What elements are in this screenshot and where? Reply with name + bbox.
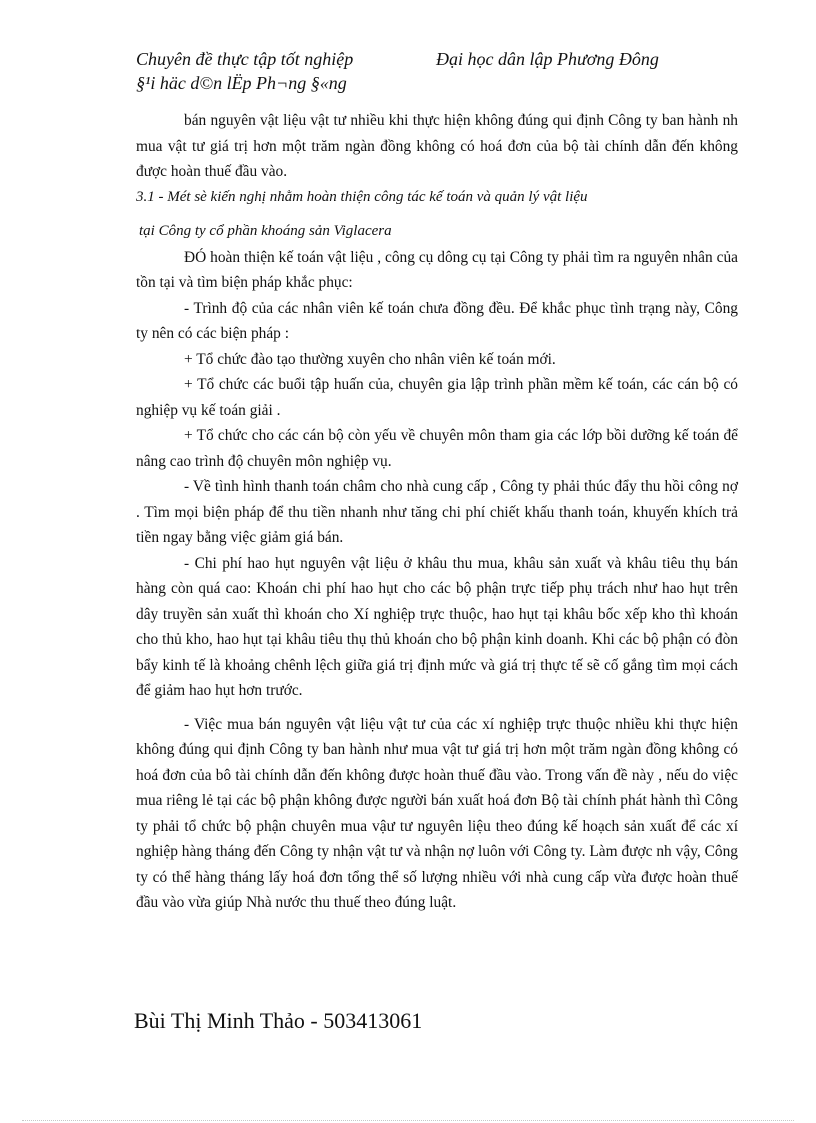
body-paragraph: - Chi phí hao hụt nguyên vật liệu ở khâu thu mua, khâu sản xuất và khâu tiêu thụ bán hàng còn quá cao: Khoán chi phí hao hụt cho các bộ phận trực tiếp phụ trách như hao hụt trên dây truyền sản xuất thì khoán cho Xí nghiệp trực thuộc, hao hụt tại khâu bốc xếp kho thì khoán cho thủ kho, hao hụt tại khâu tiêu thụ thủ khoán cho bộ phận kinh doanh. Khi các bộ phận có đòn bẩy kinh tế là khoảng chênh lệch giữa giá trị định mức và giá trị thực tế sẽ cố gắng tìm mọi cách để giảm hao hụt hơn trước.	[136, 554, 738, 699]
body-paragraph: + Tổ chức các buổi tập huấn của, chuyên gia lập trình phần mềm kế toán, các cán bộ có nghiệp vụ kế toán giải .	[136, 376, 738, 419]
body-paragraph: + Tổ chức đào tạo thường xuyên cho nhân viên kế toán mới.	[184, 350, 556, 368]
body-paragraph: - Trình độ của các nhân viên kế toán chưa đồng đều. Để khắc phục tình trạng này, Công ty nên có các biện pháp :	[136, 299, 738, 342]
body-paragraph: + Tổ chức cho các cán bộ còn yếu về chuyên môn tham gia các lớp bồi dưỡng kế toán để nâng cao trình độ chuyên môn nghiệp vụ.	[136, 427, 738, 470]
header-right-title: Đại học dân lập Phương Đông	[436, 49, 659, 69]
page-bottom-divider	[22, 1120, 794, 1121]
author-footer: Bùi Thị Minh Thảo - 503413061	[134, 1008, 423, 1033]
header-left-title: Chuyên đề thực tập tốt nghiệp	[136, 49, 354, 69]
section-heading-continued: tại Công ty cổ phần khoáng sản Viglacera	[139, 223, 392, 239]
body-paragraph: ĐÓ hoàn thiện kế toán vật liệu , công cụ dông cụ tại Công ty phải tìm ra nguyên nhân của tồn tại và tìm biện pháp khắc phục:	[136, 248, 738, 291]
body-paragraph: bán nguyên vật liệu vật tư nhiều khi thực hiện không đúng qui định Công ty ban hành nh mua vật tư giá trị hơn một trăm ngàn đồng không có hoá đơn của bộ tài chính dẫn đến không được hoàn thuế đầu vào.	[136, 112, 738, 180]
body-paragraph: - Về tình hình thanh toán châm cho nhà cung cấp , Công ty phải thúc đẩy thu hồi công nợ . Tìm mọi biện pháp để thu tiền nhanh như tăng chi phí chiết khấu thanh toán, khuyến khích trả tiền ngay bằng việc giảm giá bán.	[136, 478, 738, 546]
section-heading: 3.1 - Mét sè kiến nghị nhằm hoàn thiện công tác kế toán và quản lý vật liệu	[136, 188, 588, 205]
document-body	[136, 108, 738, 916]
body-paragraph: - Việc mua bán nguyên vật liệu vật tư của các xí nghiệp trực thuộc nhiều khi thực hiện không đúng qui định Công ty ban hành như mua vật tư giá trị hơn một trăm ngàn đồng không có hoá đơn của bô tài chính dẫn đến không được hoàn thuế đầu vào. Trong vấn đề này , nếu do việc mua riêng lẻ tại các bộ phận không được người bán xuất hoá đơn Bộ tài chính phát hành thì Công ty phải tổ chức bộ phận chuyên mua vậư tư nguyên liệu theo đúng kế hoạch sản xuất để các xí nghiệp hàng tháng đến Công ty nhận vật tư và nhận nợ luôn với Công ty. Làm được nh vậy, Công ty có thể hàng tháng lấy hoá đơn tổng thể số lượng nhiều với nhà cung cấp vừa được hoàn thuế đầu vào vừa giúp Nhà nước thu thuế theo đúng luật.	[136, 715, 738, 911]
page-header	[136, 47, 756, 95]
header-title-row	[136, 47, 756, 71]
header-garbled-line: §¹i häc d©n lËp Ph¬ng §«ng	[136, 73, 347, 93]
